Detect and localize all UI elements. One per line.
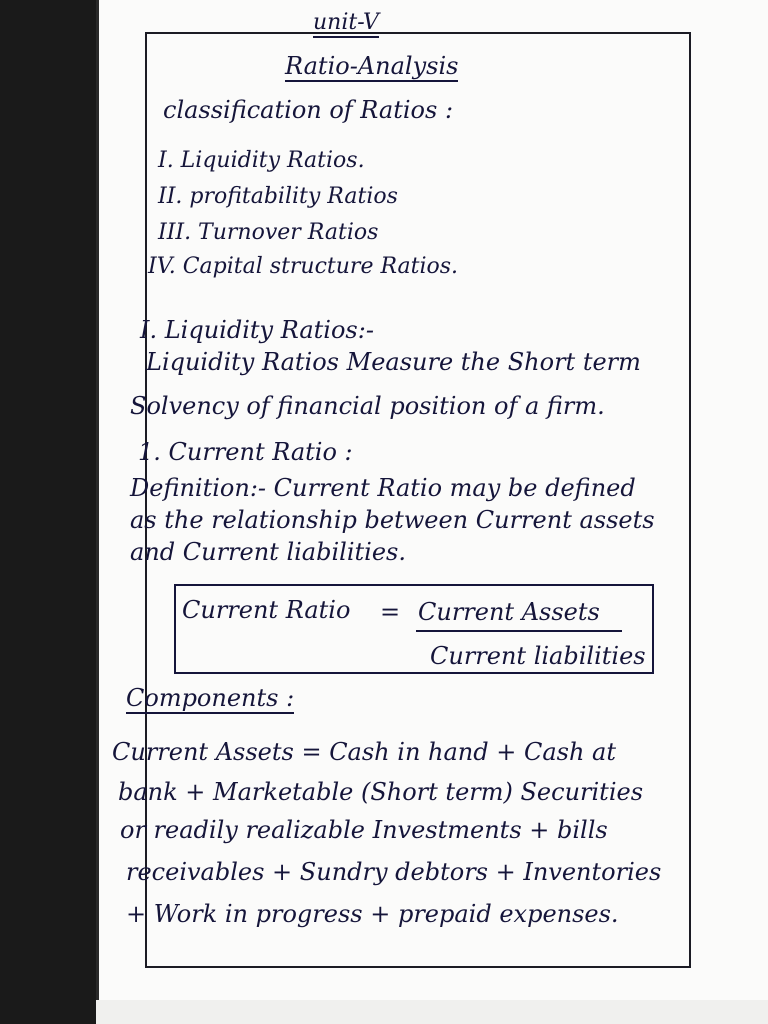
formula-equals: =: [380, 598, 401, 626]
components-line-4: receivables + Sundry debtors + Inventories: [126, 858, 662, 886]
classification-item-1: I. Liquidity Ratios.: [158, 148, 365, 173]
liquidity-text-line-1: Liquidity Ratios Measure the Short term: [146, 348, 641, 376]
classification-item-3: III. Turnover Ratios: [158, 220, 379, 245]
unit-heading: unit-V: [313, 12, 379, 38]
components-line-2: bank + Marketable (Short term) Securities: [118, 778, 644, 806]
classification-item-4: IV. Capital structure Ratios.: [148, 254, 459, 279]
page-bottom-edge: [96, 1000, 768, 1024]
liquidity-text-line-2: Solvency of financial position of a firm.: [130, 392, 605, 420]
formula-fraction-bar: [416, 630, 622, 632]
classification-heading: classification of Ratios :: [163, 96, 454, 124]
components-line-5: + Work in progress + prepaid expenses.: [126, 900, 619, 928]
classification-item-2: II. profitability Ratios: [158, 184, 398, 209]
formula-lhs: Current Ratio: [182, 596, 351, 624]
formula-numerator: Current Assets: [418, 598, 600, 626]
components-line-3: or readily realizable Investments + bills: [120, 816, 608, 844]
definition-line-1: Definition:- Current Ratio may be defined: [130, 474, 636, 502]
page-title: Ratio-Analysis: [285, 52, 459, 80]
components-heading: Components :: [126, 684, 295, 712]
formula-denominator: Current liabilities: [430, 642, 646, 670]
liquidity-heading: I. Liquidity Ratios:-: [140, 316, 374, 344]
definition-line-3: and Current liabilities.: [130, 538, 406, 566]
current-ratio-heading: 1. Current Ratio :: [138, 438, 353, 466]
components-line-1: Current Assets = Cash in hand + Cash at: [112, 738, 617, 766]
definition-line-2: as the relationship between Current assets: [130, 506, 655, 534]
